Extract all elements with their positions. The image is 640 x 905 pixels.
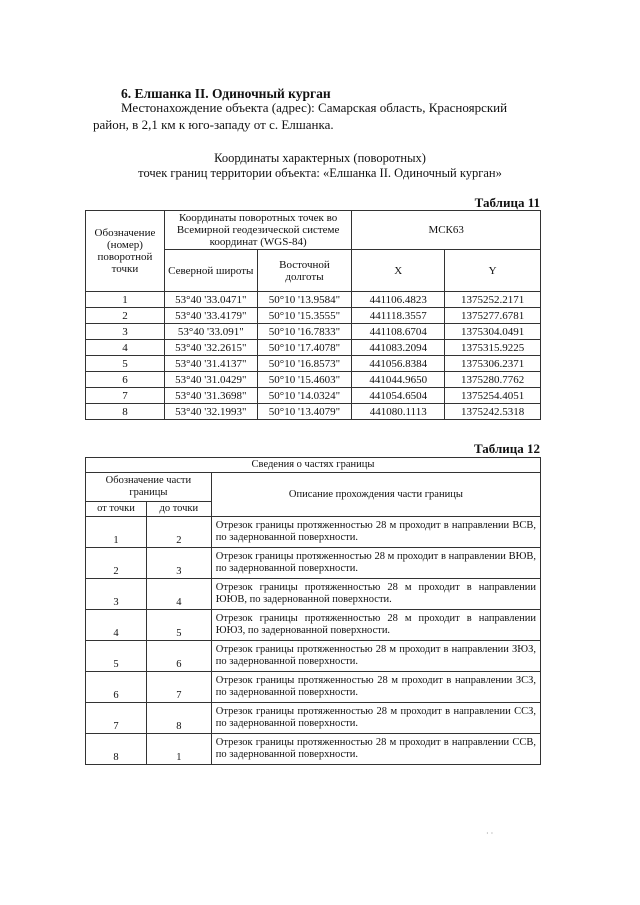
x-cell: 441083.2094	[352, 340, 445, 356]
longitude-cell: 50°10 '16.7833"	[257, 324, 352, 340]
table-row	[86, 340, 541, 356]
latitude-cell: 53°40 '33.091"	[164, 324, 257, 340]
from-point: 7	[86, 703, 147, 734]
x-cell: 441106.4823	[352, 292, 445, 308]
to-point: 7	[146, 672, 211, 703]
to-point: 5	[146, 610, 211, 641]
table-row	[86, 388, 541, 404]
to-point: 8	[146, 703, 211, 734]
header-longitude: Восточной долготы	[257, 250, 352, 292]
longitude-cell: 50°10 '13.4079"	[257, 404, 352, 420]
point-number: 6	[86, 372, 165, 388]
boundary-description: Отрезок границы протяженностью 28 м проходит в направлении ЮЮВ, по задернованной поверхности.	[211, 579, 540, 610]
latitude-cell: 53°40 '33.0471"	[164, 292, 257, 308]
latitude-cell: 53°40 '33.4179"	[164, 308, 257, 324]
header-to-point: до точки	[146, 502, 211, 517]
location-line-2: район, в 2,1 км к юго-западу от с. Елшанка.	[93, 117, 334, 132]
latitude-cell: 53°40 '31.0429"	[164, 372, 257, 388]
y-cell: 1375315.9225	[445, 340, 541, 356]
header-description: Описание прохождения части границы	[211, 473, 540, 517]
location-line-1: Местонахождение объекта (адрес): Самарская область, Красноярский	[121, 100, 508, 115]
x-cell: 441118.3557	[352, 308, 445, 324]
from-point: 6	[86, 672, 147, 703]
y-cell: 1375304.0491	[445, 324, 541, 340]
table-row	[86, 579, 541, 610]
to-point: 4	[146, 579, 211, 610]
x-cell: 441108.6704	[352, 324, 445, 340]
longitude-cell: 50°10 '16.8573"	[257, 356, 352, 372]
from-point: 8	[86, 734, 147, 765]
to-point: 3	[146, 548, 211, 579]
point-number: 5	[86, 356, 165, 372]
table-row	[86, 324, 541, 340]
from-point: 3	[86, 579, 147, 610]
x-cell: 441044.9650	[352, 372, 445, 388]
header-point-number: Обозначение (номер) поворотной точки	[86, 211, 165, 292]
longitude-cell: 50°10 '15.3555"	[257, 308, 352, 324]
from-point: 1	[86, 517, 147, 548]
latitude-cell: 53°40 '32.2615"	[164, 340, 257, 356]
boundary-description: Отрезок границы протяженностью 28 м проходит в направлении ССЗ, по задернованной поверхности.	[211, 703, 540, 734]
header-latitude: Северной широты	[164, 250, 257, 292]
table-row	[86, 292, 541, 308]
header-wgs84: Координаты поворотных точек во Всемирной геодезической системе координат (WGS-84)	[164, 211, 351, 250]
y-cell: 1375280.7762	[445, 372, 541, 388]
header-from-point: от точки	[86, 502, 147, 517]
to-point: 2	[146, 517, 211, 548]
table-row	[86, 703, 541, 734]
point-number: 2	[86, 308, 165, 324]
table-row	[86, 372, 541, 388]
x-cell: 441080.1113	[352, 404, 445, 420]
table-row	[86, 548, 541, 579]
table-row	[86, 734, 541, 765]
boundary-description: Отрезок границы протяженностью 28 м проходит в направлении ЗСЗ, по задернованной поверхности.	[211, 672, 540, 703]
boundary-description: Отрезок границы протяженностью 28 м проходит в направлении ВСВ, по задернованной поверхности.	[211, 517, 540, 548]
longitude-cell: 50°10 '17.4078"	[257, 340, 352, 356]
point-number: 7	[86, 388, 165, 404]
x-cell: 441056.8384	[352, 356, 445, 372]
to-point: 1	[146, 734, 211, 765]
boundary-description: Отрезок границы протяженностью 28 м проходит в направлении ССВ, по задернованной поверхности.	[211, 734, 540, 765]
table-row	[86, 308, 541, 324]
point-number: 1	[86, 292, 165, 308]
latitude-cell: 53°40 '31.4137"	[164, 356, 257, 372]
boundary-parts-table	[85, 457, 541, 765]
point-number: 3	[86, 324, 165, 340]
y-cell: 1375306.2371	[445, 356, 541, 372]
table-row	[86, 517, 541, 548]
table-row	[86, 672, 541, 703]
coordinates-table	[85, 210, 541, 420]
point-number: 8	[86, 404, 165, 420]
from-point: 2	[86, 548, 147, 579]
from-point: 4	[86, 610, 147, 641]
header-boundary-part: Обозначение части границы	[86, 473, 212, 502]
header-x: X	[352, 250, 445, 292]
y-cell: 1375254.4051	[445, 388, 541, 404]
latitude-cell: 53°40 '31.3698"	[164, 388, 257, 404]
header-msk63: МСК63	[352, 211, 541, 250]
longitude-cell: 50°10 '14.0324"	[257, 388, 352, 404]
table-12-caption: Таблица 12	[473, 441, 540, 456]
table-row	[86, 641, 541, 672]
y-cell: 1375242.5318	[445, 404, 541, 420]
y-cell: 1375252.2171	[445, 292, 541, 308]
latitude-cell: 53°40 '32.1993"	[164, 404, 257, 420]
section-heading: 6. Елшанка II. Одиночный курган	[121, 86, 331, 101]
longitude-cell: 50°10 '15.4603"	[257, 372, 352, 388]
coords-title-line-2: точек границ территории объекта: «Елшанка II. Одиночный курган»	[138, 166, 502, 180]
boundary-description: Отрезок границы протяженностью 28 м проходит в направлении ЮЮЗ, по задернованной поверхности.	[211, 610, 540, 641]
header-y: Y	[445, 250, 541, 292]
boundary-description: Отрезок границы протяженностью 28 м проходит в направлении ВЮВ, по задернованной поверхности.	[211, 548, 540, 579]
boundary-parts-title: Сведения о частях границы	[86, 458, 541, 473]
point-number: 4	[86, 340, 165, 356]
y-cell: 1375277.6781	[445, 308, 541, 324]
table-11-caption: Таблица 11	[474, 195, 540, 210]
table-row	[86, 356, 541, 372]
from-point: 5	[86, 641, 147, 672]
table-row	[86, 404, 541, 420]
x-cell: 441054.6504	[352, 388, 445, 404]
boundary-description: Отрезок границы протяженностью 28 м проходит в направлении ЗЮЗ, по задернованной поверхности.	[211, 641, 540, 672]
longitude-cell: 50°10 '13.9584"	[257, 292, 352, 308]
to-point: 6	[146, 641, 211, 672]
table-row	[86, 610, 541, 641]
coords-title-line-1: Координаты характерных (поворотных)	[214, 151, 426, 165]
footer-mark: · ·	[486, 829, 494, 838]
